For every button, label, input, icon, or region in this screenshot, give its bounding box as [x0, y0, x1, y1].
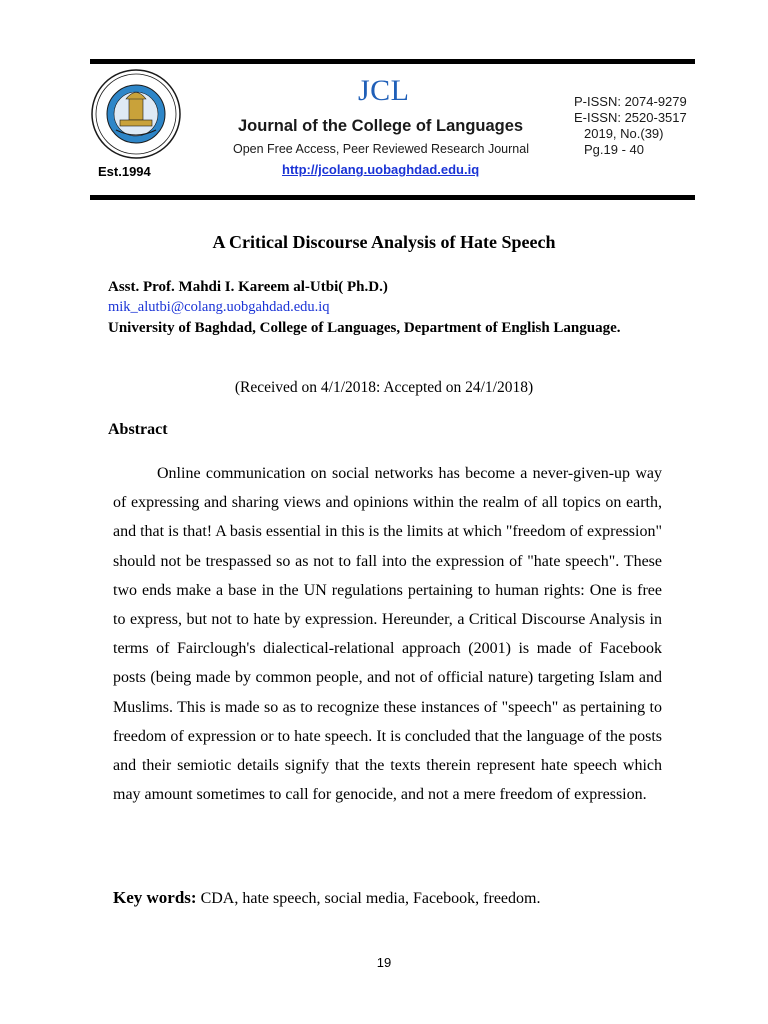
journal-abbreviation: JCL	[358, 74, 410, 107]
author-name: Asst. Prof. Mahdi I. Kareem al-Utbi( Ph.D.)	[108, 279, 388, 295]
keywords-line	[113, 888, 540, 908]
header-top-rule	[90, 59, 695, 64]
abstract-body: Online communication on social networks has become a never-given-up way of expressing and sharing views and opinions within the realm of all topics on earth, and that is that! A basis essential in this is the limits at which "freedom of expression" should not be trespassed so as not to fall into the expression of "hate speech". These two ends make a base in the UN regulations pertaining to human rights: One is free to express, but not to hate by expression. Hereunder, a Critical Discourse Analysis in terms of Fairclough's dialectical-relational approach (2001) is made of Facebook posts (being made by common people, and not of official nature) targeting Islam and Muslims. This is made so as to recognize these instances of "speech" as pertaining to freedom of expression or to hate speech. It is concluded that the language of the posts and their semiotic details signify that the texts therein represent hate speech which may amount sometimes to call for genocide, and not a mere freedom of expression.	[113, 465, 662, 804]
header-bottom-rule	[90, 195, 695, 200]
author-email-link[interactable]: mik_alutbi@colang.uobgahdad.edu.iq	[108, 299, 330, 315]
author-affiliation: University of Baghdad, College of Languages, Department of English Language.	[108, 320, 621, 336]
keywords-label: Key words:	[113, 888, 197, 907]
journal-subtitle: Open Free Access, Peer Reviewed Research Journal	[233, 142, 529, 156]
keywords-list: CDA, hate speech, social media, Facebook, freedom.	[200, 890, 541, 907]
page-range: Pg.19 - 40	[584, 142, 644, 157]
abstract-heading: Abstract	[108, 421, 168, 438]
journal-name: Journal of the College of Languages	[238, 117, 524, 135]
page-number: 19	[376, 955, 392, 970]
electronic-issn: E-ISSN: 2520-3517	[574, 110, 687, 125]
year-issue: 2019, No.(39)	[584, 126, 664, 141]
established-year: Est.1994	[98, 164, 151, 179]
university-seal-logo	[90, 68, 182, 160]
article-title: A Critical Discourse Analysis of Hate Speech	[212, 232, 556, 252]
journal-url-link[interactable]: http://jcolang.uobaghdad.edu.iq	[282, 162, 480, 177]
print-issn: P-ISSN: 2074-9279	[574, 94, 687, 109]
received-accepted-dates: (Received on 4/1/2018: Accepted on 24/1/2018)	[234, 379, 534, 396]
